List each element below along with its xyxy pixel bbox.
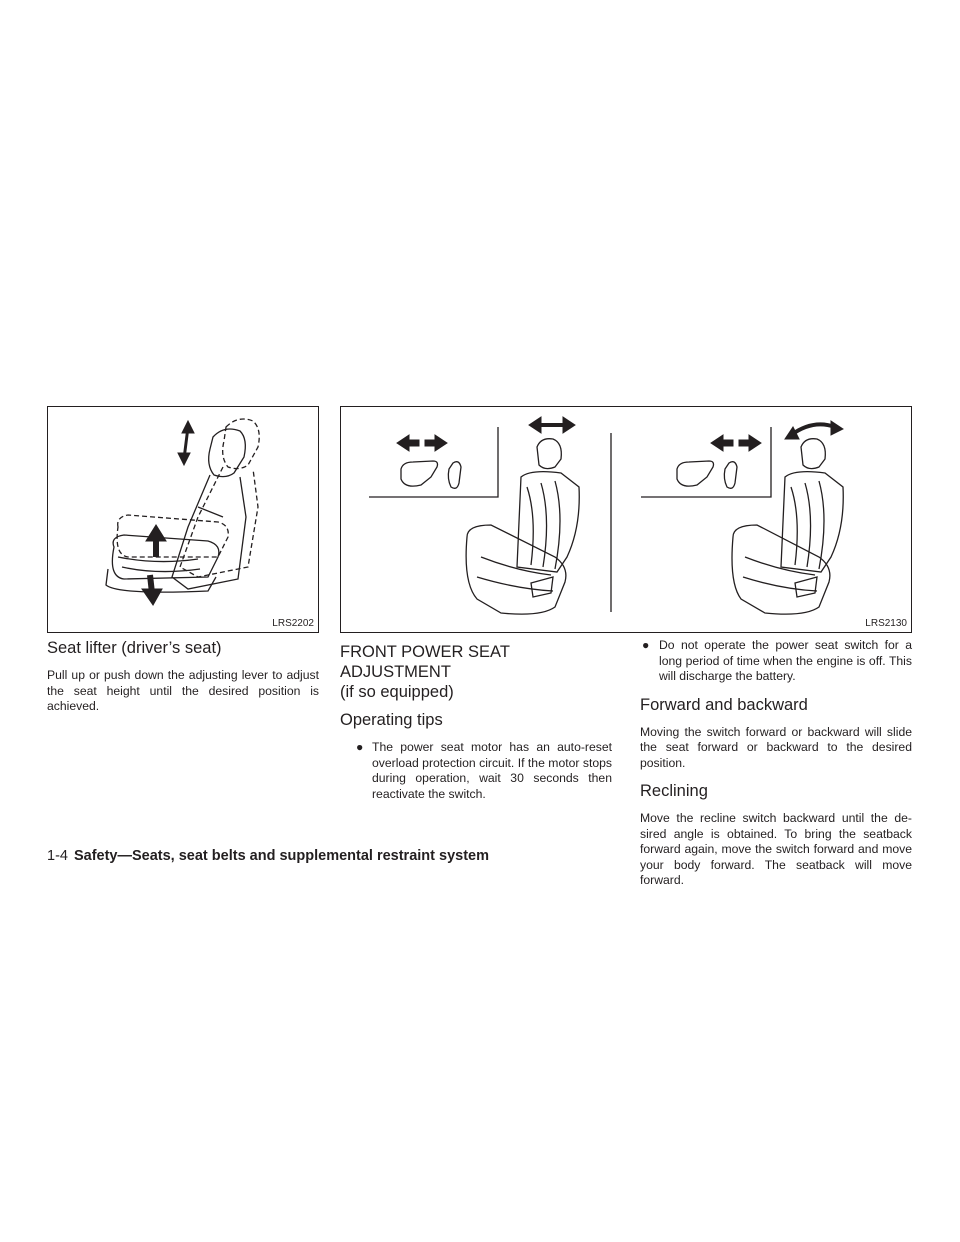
tip-text: Do not operate the power seat switch for a long period of time when the engine is off. This will discharge the battery. <box>659 638 912 683</box>
power-seat-heading-line1: FRONT POWER SEAT ADJUSTMENT <box>340 643 510 681</box>
section-title: Safety—Seats, seat belts and supplemental restraint system <box>73 848 489 864</box>
tip-text: The power seat motor has an auto-reset overload protection circuit. If the motor stops during operation, wait 30 seconds then reactivate the switch. <box>372 740 612 801</box>
column-power-seat <box>340 638 612 812</box>
column-seat-lifter <box>47 638 319 725</box>
bullet-icon: ● <box>642 638 650 652</box>
page-number: 1-4 <box>47 848 68 864</box>
forward-backward-heading: Forward and backward <box>640 695 808 714</box>
forward-backward-text: Moving the switch forward or backward will slide the seat forward or backward to the desired position. <box>640 724 912 770</box>
column-adjustments <box>640 638 912 899</box>
list-item <box>640 638 912 685</box>
power-seat-heading <box>340 642 612 702</box>
operating-tips-list-continued <box>640 638 912 685</box>
seat-lifter-text: Pull up or push down the adjusting lever to adjust the seat height until the desired position is achieved. <box>47 668 319 713</box>
page-footer <box>47 848 489 864</box>
power-seat-figure <box>340 406 912 633</box>
operating-tips-list <box>340 740 612 802</box>
seat-lifter-figure <box>47 406 319 633</box>
figure-code-left: LRS2202 <box>272 618 314 629</box>
seat-lifter-heading: Seat lifter (driver’s seat) <box>47 639 222 657</box>
power-seat-illustration <box>341 407 911 632</box>
reclining-heading: Reclining <box>640 782 708 800</box>
list-item <box>340 740 612 802</box>
reclining-text: Move the recline switch backward until the de- sired angle is obtained. To bring the seatback forward again, move the switch forward and move your body forward. The seatback will move forward. <box>640 811 912 887</box>
power-seat-heading-line2: (if so equipped) <box>340 683 454 701</box>
seat-lifter-illustration <box>48 407 318 632</box>
operating-tips-heading: Operating tips <box>340 711 443 729</box>
figure-code-right: LRS2130 <box>865 618 907 629</box>
bullet-icon: ● <box>356 740 364 754</box>
